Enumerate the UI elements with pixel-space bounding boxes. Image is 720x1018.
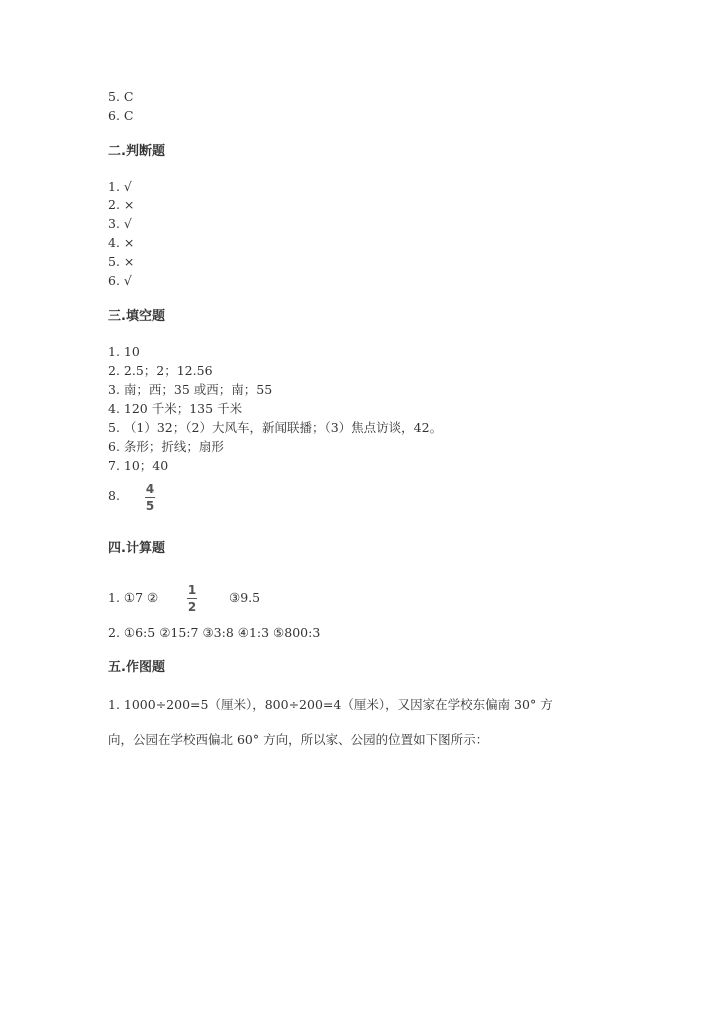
calc-answer-1a: 1. ①7 ② [108, 590, 159, 605]
judge-answer-1: 1. √ [108, 179, 132, 194]
section-2-title: 二.判断题 [108, 144, 165, 159]
mc-answer-5: 5. C [108, 89, 134, 104]
fraction-numerator: 4 [145, 482, 155, 496]
fraction-denominator: 5 [145, 499, 155, 513]
draw-answer-line-2: 向，公园在学校西偏北 60° 方向，所以家、公园的位置如下图所示： [108, 732, 489, 747]
judge-answer-2: 2. × [108, 197, 135, 212]
draw-answer-line-1: 1. 1000÷200=5（厘米），800÷200=4（厘米），又因家在学校东偏南 30° 方 [108, 697, 553, 712]
fill-answer-5: 5. （1）32；（2）大风车，新闻联播；（3）焦点访谈，42。 [108, 420, 443, 435]
mc-answer-6: 6. C [108, 108, 134, 123]
judge-answer-6: 6. √ [108, 273, 132, 288]
fraction-bar [145, 497, 155, 498]
fraction-bar [187, 598, 197, 599]
fill-answer-8-fraction [145, 482, 155, 513]
fill-answer-7: 7. 10；40 [108, 458, 169, 473]
fill-answer-3: 3. 南；西；35 或西；南；55 [108, 382, 273, 397]
section-5-title: 五.作图题 [108, 660, 165, 675]
fill-answer-6: 6. 条形；折线；扇形 [108, 439, 224, 454]
fill-answer-2: 2. 2.5；2；12.56 [108, 363, 213, 378]
fraction-numerator: 1 [187, 583, 197, 597]
fill-answer-8-label: 8. [108, 488, 120, 503]
fill-answer-4: 4. 120 千米；135 千米 [108, 401, 243, 416]
fill-answer-1: 1. 10 [108, 344, 140, 359]
judge-answer-4: 4. × [108, 235, 135, 250]
section-3-title: 三.填空题 [108, 309, 165, 324]
calc-answer-1-fraction [187, 583, 197, 614]
section-4-title: 四.计算题 [108, 541, 165, 556]
judge-answer-5: 5. × [108, 254, 135, 269]
judge-answer-3: 3. √ [108, 216, 132, 231]
fraction-denominator: 2 [187, 600, 197, 614]
calc-answer-2: 2. ①6:5 ②15:7 ③3:8 ④1:3 ⑤800:3 [108, 625, 321, 640]
calc-answer-1b: ③9.5 [229, 590, 261, 605]
